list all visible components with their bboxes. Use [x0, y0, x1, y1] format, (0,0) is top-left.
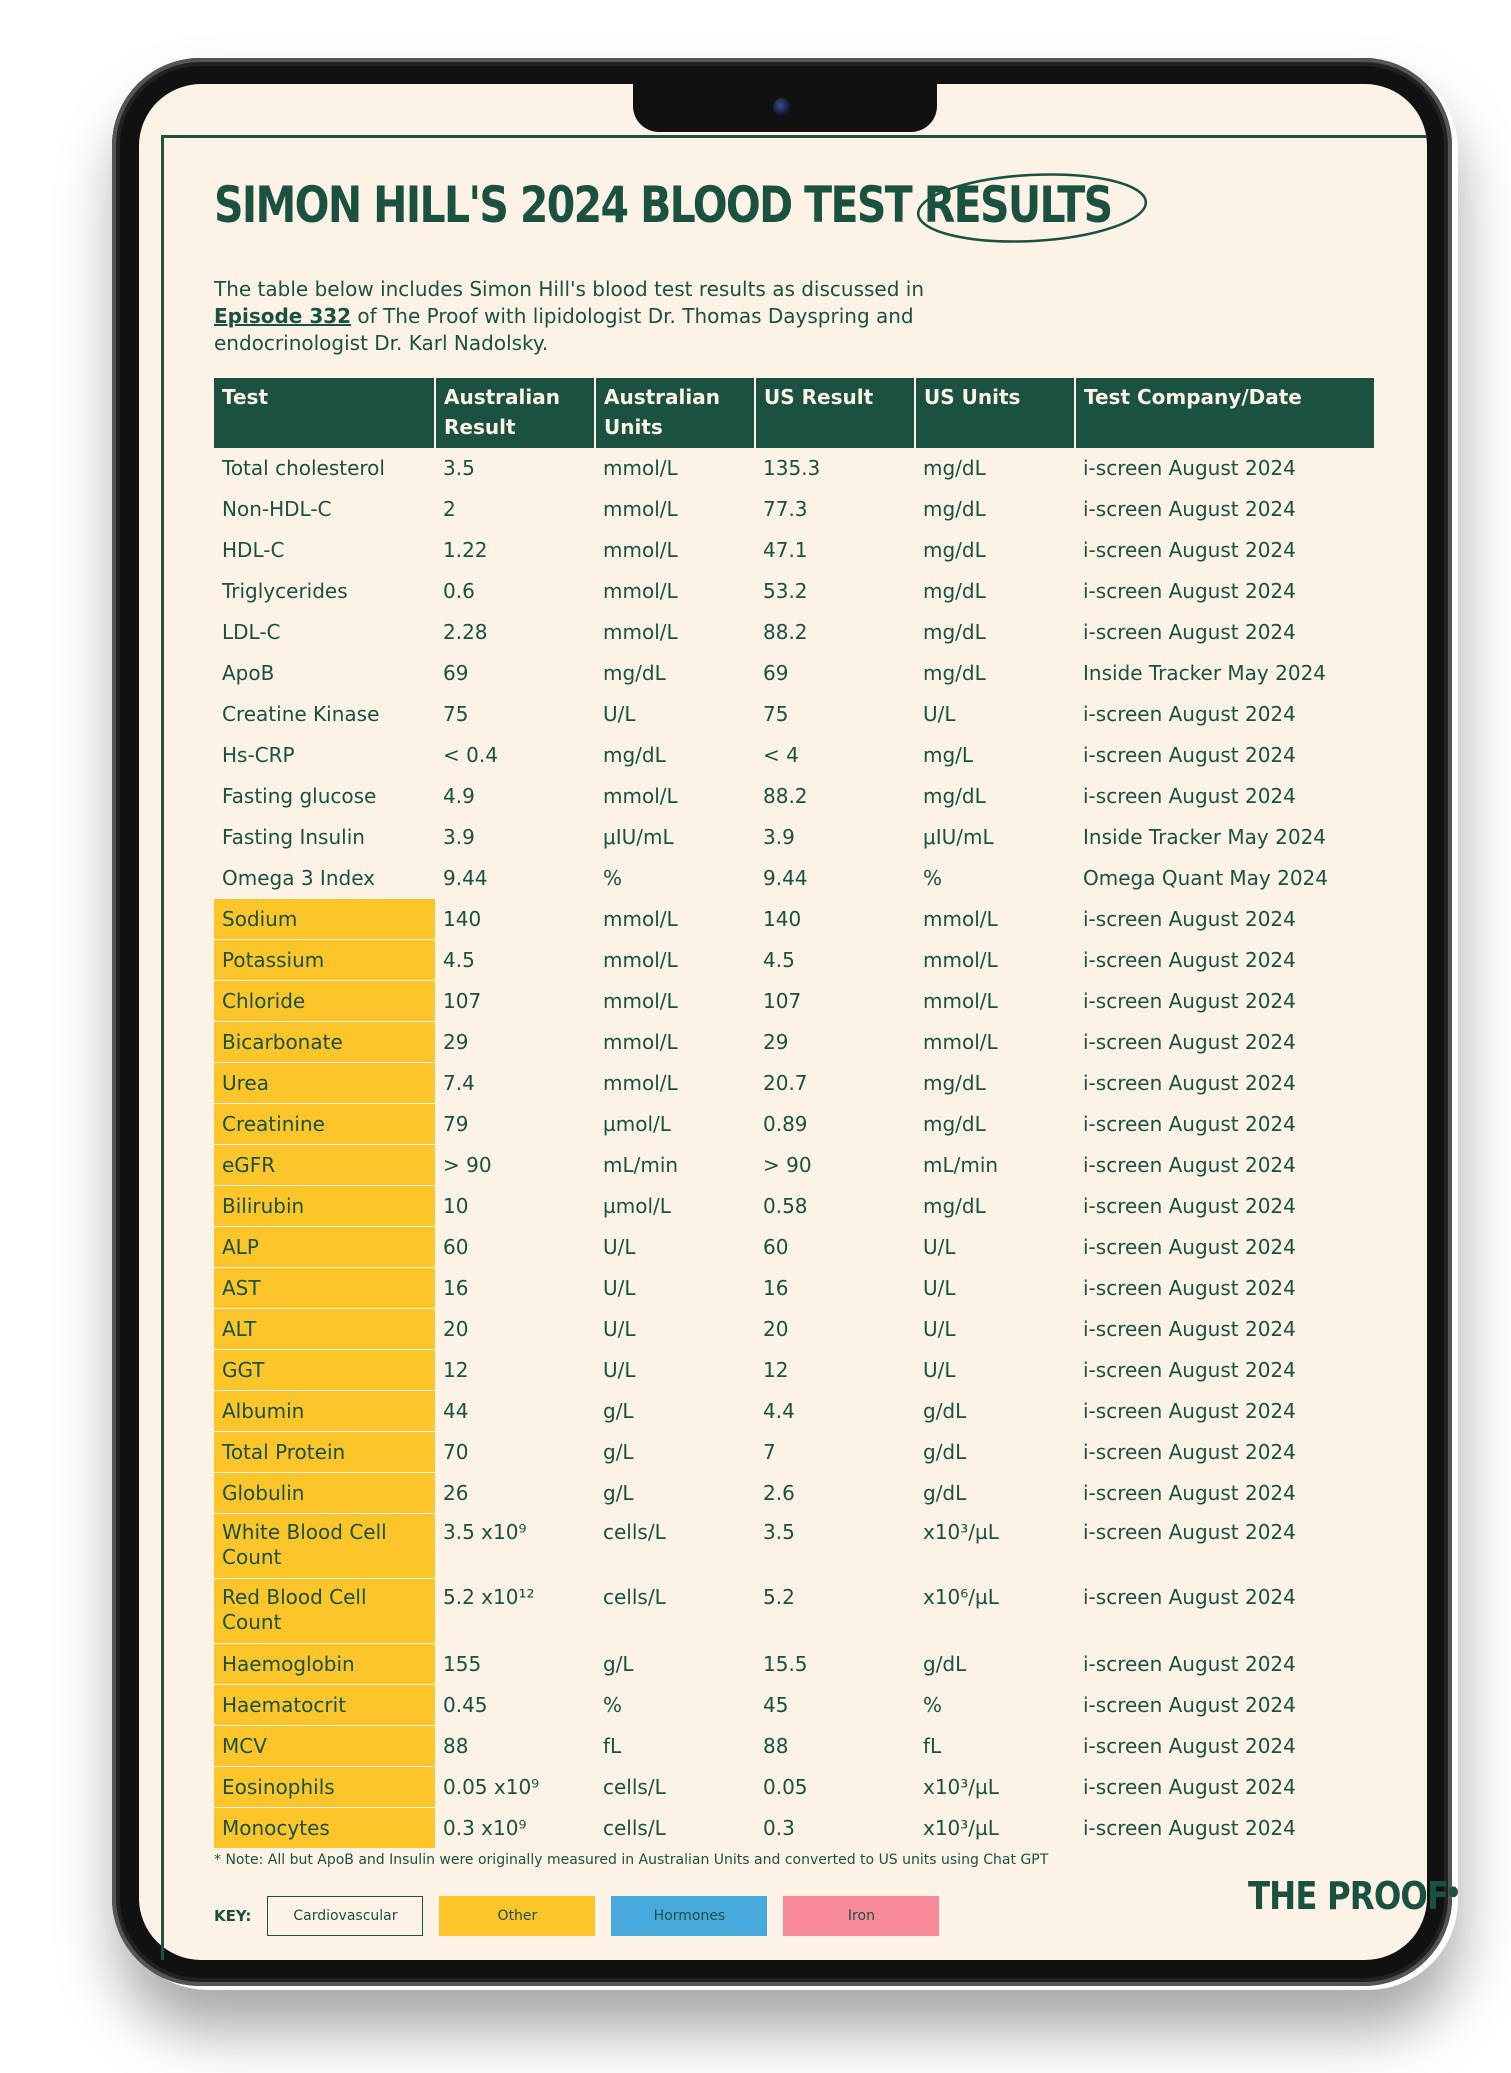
australian-units-cell: % — [595, 858, 755, 899]
test-company-cell: Inside Tracker May 2024 — [1075, 817, 1374, 858]
episode-link[interactable]: Episode 332 — [214, 304, 352, 328]
us-result-cell: 3.9 — [755, 817, 915, 858]
test-name-cell: Fasting Insulin — [214, 817, 435, 858]
table-row — [214, 1268, 1374, 1309]
test-name-cell: Globulin — [214, 1473, 435, 1514]
australian-result-cell: 3.5 x10⁹ — [435, 1514, 595, 1579]
australian-units-cell: fL — [595, 1726, 755, 1767]
australian-result-cell: 7.4 — [435, 1063, 595, 1104]
test-name-cell: Creatinine — [214, 1104, 435, 1145]
test-company-cell: i-screen August 2024 — [1075, 735, 1374, 776]
us-result-cell: 60 — [755, 1227, 915, 1268]
table-row — [214, 1473, 1374, 1514]
us-result-cell: 88.2 — [755, 612, 915, 653]
test-name-cell: Triglycerides — [214, 571, 435, 612]
test-company-cell: Inside Tracker May 2024 — [1075, 653, 1374, 694]
table-row — [214, 489, 1374, 530]
us-units-cell: mg/dL — [915, 448, 1075, 489]
test-name-cell: Chloride — [214, 981, 435, 1022]
key-cardiovascular: Cardiovascular — [267, 1896, 423, 1936]
footnote: * Note: All but ApoB and Insulin were originally measured in Australian Units and converted to US units using Chat GPT — [214, 1852, 1049, 1868]
us-units-cell: fL — [915, 1726, 1075, 1767]
australian-units-cell: U/L — [595, 1227, 755, 1268]
test-name-cell: Bilirubin — [214, 1186, 435, 1227]
table-row — [214, 1022, 1374, 1063]
us-units-cell: mmol/L — [915, 981, 1075, 1022]
us-result-cell: 135.3 — [755, 448, 915, 489]
test-name-cell: Sodium — [214, 899, 435, 940]
us-units-cell: mg/dL — [915, 1063, 1075, 1104]
australian-units-cell: mmol/L — [595, 1063, 755, 1104]
side-rule — [161, 135, 164, 1960]
australian-result-cell: 1.22 — [435, 530, 595, 571]
test-company-cell: i-screen August 2024 — [1075, 1432, 1374, 1473]
us-units-cell: mg/dL — [915, 612, 1075, 653]
table-row — [214, 571, 1374, 612]
table-row — [214, 1309, 1374, 1350]
australian-units-cell: g/L — [595, 1644, 755, 1685]
test-company-cell: i-screen August 2024 — [1075, 1644, 1374, 1685]
top-rule — [161, 135, 1427, 138]
test-name-cell: Eosinophils — [214, 1767, 435, 1808]
us-units-cell: % — [915, 1685, 1075, 1726]
australian-units-cell: U/L — [595, 1309, 755, 1350]
table-row — [214, 1227, 1374, 1268]
test-company-cell: i-screen August 2024 — [1075, 448, 1374, 489]
table-row — [214, 1391, 1374, 1432]
table-row — [214, 653, 1374, 694]
us-result-cell: 107 — [755, 981, 915, 1022]
australian-units-cell: mg/dL — [595, 735, 755, 776]
table-row — [214, 1579, 1374, 1644]
us-units-cell: g/dL — [915, 1391, 1075, 1432]
test-name-cell: HDL-C — [214, 530, 435, 571]
test-name-cell: Haematocrit — [214, 1685, 435, 1726]
brand-dot-icon: ● — [1448, 1883, 1458, 1900]
table-row — [214, 1767, 1374, 1808]
intro-text-after: of The Proof with lipidologist Dr. Thomas Dayspring and endocrinologist Dr. Karl Nadolsky. — [214, 304, 914, 355]
camera-icon — [773, 98, 791, 116]
australian-result-cell: 26 — [435, 1473, 595, 1514]
us-units-cell: mg/dL — [915, 1186, 1075, 1227]
brand-text: THE PROOF — [1248, 1874, 1449, 1918]
table-row — [214, 940, 1374, 981]
australian-units-cell: mmol/L — [595, 899, 755, 940]
table-row — [214, 1644, 1374, 1685]
test-company-cell: i-screen August 2024 — [1075, 1514, 1374, 1579]
australian-units-cell: U/L — [595, 694, 755, 735]
us-result-cell: 29 — [755, 1022, 915, 1063]
table-row — [214, 1685, 1374, 1726]
us-units-cell: U/L — [915, 1268, 1075, 1309]
key-label: KEY: — [214, 1907, 252, 1925]
us-result-cell: 75 — [755, 694, 915, 735]
test-name-cell: Red Blood Cell Count — [214, 1579, 435, 1644]
table-row — [214, 735, 1374, 776]
test-name-cell: ALT — [214, 1309, 435, 1350]
test-name-cell: Hs-CRP — [214, 735, 435, 776]
test-company-cell: i-screen August 2024 — [1075, 981, 1374, 1022]
australian-result-cell: 155 — [435, 1644, 595, 1685]
results-circle-decoration — [914, 170, 1150, 246]
test-company-cell: i-screen August 2024 — [1075, 1186, 1374, 1227]
australian-units-cell: mmol/L — [595, 981, 755, 1022]
australian-result-cell: 3.9 — [435, 817, 595, 858]
australian-units-cell: µmol/L — [595, 1186, 755, 1227]
us-result-cell: 0.58 — [755, 1186, 915, 1227]
test-name-cell: LDL-C — [214, 612, 435, 653]
australian-result-cell: < 0.4 — [435, 735, 595, 776]
tablet-screen — [139, 84, 1458, 1960]
test-company-cell: i-screen August 2024 — [1075, 489, 1374, 530]
test-company-cell: i-screen August 2024 — [1075, 1579, 1374, 1644]
australian-result-cell: 0.05 x10⁹ — [435, 1767, 595, 1808]
australian-result-cell: 79 — [435, 1104, 595, 1145]
australian-result-cell: 2 — [435, 489, 595, 530]
australian-units-cell: mmol/L — [595, 776, 755, 817]
column-header: US Units — [915, 378, 1075, 448]
australian-units-cell: g/L — [595, 1432, 755, 1473]
table-header-row — [214, 378, 1374, 448]
table-row — [214, 448, 1374, 489]
us-result-cell: 0.05 — [755, 1767, 915, 1808]
australian-result-cell: 12 — [435, 1350, 595, 1391]
australian-result-cell: 0.45 — [435, 1685, 595, 1726]
australian-units-cell: μIU/mL — [595, 817, 755, 858]
test-company-cell: i-screen August 2024 — [1075, 1227, 1374, 1268]
us-result-cell: 140 — [755, 899, 915, 940]
test-name-cell: Total cholesterol — [214, 448, 435, 489]
us-units-cell: mg/dL — [915, 776, 1075, 817]
test-company-cell: i-screen August 2024 — [1075, 1473, 1374, 1514]
test-company-cell: i-screen August 2024 — [1075, 694, 1374, 735]
test-name-cell: GGT — [214, 1350, 435, 1391]
australian-result-cell: 4.9 — [435, 776, 595, 817]
test-name-cell: MCV — [214, 1726, 435, 1767]
table-row — [214, 1726, 1374, 1767]
test-company-cell: i-screen August 2024 — [1075, 899, 1374, 940]
test-company-cell: i-screen August 2024 — [1075, 1808, 1374, 1849]
color-key — [214, 1896, 939, 1936]
test-company-cell: i-screen August 2024 — [1075, 1104, 1374, 1145]
column-header: Test Company/Date — [1075, 378, 1374, 448]
test-name-cell: ALP — [214, 1227, 435, 1268]
australian-result-cell: 29 — [435, 1022, 595, 1063]
test-name-cell: Non-HDL-C — [214, 489, 435, 530]
australian-result-cell: 69 — [435, 653, 595, 694]
page-title: SIMON HILL'S 2024 BLOOD TEST RESULTS — [214, 176, 1112, 234]
table-body — [214, 448, 1374, 1849]
test-company-cell: i-screen August 2024 — [1075, 1268, 1374, 1309]
test-company-cell: i-screen August 2024 — [1075, 1309, 1374, 1350]
us-result-cell: 77.3 — [755, 489, 915, 530]
blood-test-table — [214, 378, 1374, 1849]
test-name-cell: Urea — [214, 1063, 435, 1104]
test-company-cell: Omega Quant May 2024 — [1075, 858, 1374, 899]
test-company-cell: i-screen August 2024 — [1075, 1063, 1374, 1104]
column-header: US Result — [755, 378, 915, 448]
australian-units-cell: mL/min — [595, 1145, 755, 1186]
australian-units-cell: mmol/L — [595, 448, 755, 489]
test-company-cell: i-screen August 2024 — [1075, 1145, 1374, 1186]
australian-units-cell: cells/L — [595, 1808, 755, 1849]
us-result-cell: 53.2 — [755, 571, 915, 612]
australian-units-cell: cells/L — [595, 1579, 755, 1644]
us-result-cell: 20.7 — [755, 1063, 915, 1104]
test-company-cell: i-screen August 2024 — [1075, 612, 1374, 653]
table-row — [214, 1104, 1374, 1145]
australian-result-cell: 3.5 — [435, 448, 595, 489]
brand-logo — [1248, 1874, 1458, 1918]
australian-units-cell: mmol/L — [595, 530, 755, 571]
australian-result-cell: 20 — [435, 1309, 595, 1350]
table-row — [214, 899, 1374, 940]
column-header: Australian Units — [595, 378, 755, 448]
test-name-cell: Omega 3 Index — [214, 858, 435, 899]
column-header: Test — [214, 378, 435, 448]
us-units-cell: U/L — [915, 1227, 1075, 1268]
us-units-cell: mg/L — [915, 735, 1075, 776]
us-units-cell: mL/min — [915, 1145, 1075, 1186]
us-result-cell: 4.4 — [755, 1391, 915, 1432]
test-company-cell: i-screen August 2024 — [1075, 1767, 1374, 1808]
table-row — [214, 981, 1374, 1022]
test-name-cell: Total Protein — [214, 1432, 435, 1473]
test-name-cell: Fasting glucose — [214, 776, 435, 817]
australian-units-cell: µmol/L — [595, 1104, 755, 1145]
us-result-cell: 45 — [755, 1685, 915, 1726]
test-company-cell: i-screen August 2024 — [1075, 530, 1374, 571]
table-row — [214, 612, 1374, 653]
us-result-cell: 15.5 — [755, 1644, 915, 1685]
australian-result-cell: 0.6 — [435, 571, 595, 612]
test-company-cell: i-screen August 2024 — [1075, 1685, 1374, 1726]
us-units-cell: mg/dL — [915, 1104, 1075, 1145]
australian-result-cell: > 90 — [435, 1145, 595, 1186]
us-units-cell: x10³/µL — [915, 1767, 1075, 1808]
australian-result-cell: 60 — [435, 1227, 595, 1268]
test-company-cell: i-screen August 2024 — [1075, 1022, 1374, 1063]
australian-units-cell: mmol/L — [595, 1022, 755, 1063]
us-units-cell: mmol/L — [915, 899, 1075, 940]
test-name-cell: White Blood Cell Count — [214, 1514, 435, 1579]
us-result-cell: 16 — [755, 1268, 915, 1309]
australian-result-cell: 0.3 x10⁹ — [435, 1808, 595, 1849]
table-row — [214, 1186, 1374, 1227]
us-result-cell: 5.2 — [755, 1579, 915, 1644]
us-result-cell: 7 — [755, 1432, 915, 1473]
us-units-cell: U/L — [915, 1309, 1075, 1350]
table-row — [214, 694, 1374, 735]
us-result-cell: 88.2 — [755, 776, 915, 817]
australian-units-cell: U/L — [595, 1350, 755, 1391]
us-units-cell: g/dL — [915, 1432, 1075, 1473]
us-units-cell: U/L — [915, 1350, 1075, 1391]
test-name-cell: Haemoglobin — [214, 1644, 435, 1685]
australian-units-cell: mmol/L — [595, 612, 755, 653]
test-name-cell: Creatine Kinase — [214, 694, 435, 735]
test-name-cell: eGFR — [214, 1145, 435, 1186]
us-result-cell: 12 — [755, 1350, 915, 1391]
table-row — [214, 1808, 1374, 1849]
australian-units-cell: cells/L — [595, 1514, 755, 1579]
table-row — [214, 1514, 1374, 1579]
test-company-cell: i-screen August 2024 — [1075, 776, 1374, 817]
test-company-cell: i-screen August 2024 — [1075, 1350, 1374, 1391]
australian-units-cell: mmol/L — [595, 489, 755, 530]
australian-result-cell: 9.44 — [435, 858, 595, 899]
australian-result-cell: 2.28 — [435, 612, 595, 653]
australian-units-cell: cells/L — [595, 1767, 755, 1808]
table-row — [214, 776, 1374, 817]
australian-result-cell: 4.5 — [435, 940, 595, 981]
us-units-cell: U/L — [915, 694, 1075, 735]
us-result-cell: 3.5 — [755, 1514, 915, 1579]
column-header: Australian Result — [435, 378, 595, 448]
test-company-cell: i-screen August 2024 — [1075, 940, 1374, 981]
australian-result-cell: 10 — [435, 1186, 595, 1227]
us-units-cell: μIU/mL — [915, 817, 1075, 858]
us-result-cell: 9.44 — [755, 858, 915, 899]
table-row — [214, 1145, 1374, 1186]
test-name-cell: AST — [214, 1268, 435, 1309]
us-units-cell: x10³/µL — [915, 1808, 1075, 1849]
australian-result-cell: 140 — [435, 899, 595, 940]
us-units-cell: mmol/L — [915, 940, 1075, 981]
australian-result-cell: 75 — [435, 694, 595, 735]
australian-units-cell: mg/dL — [595, 653, 755, 694]
key-hormones: Hormones — [611, 1896, 767, 1936]
us-units-cell: g/dL — [915, 1473, 1075, 1514]
us-result-cell: 4.5 — [755, 940, 915, 981]
key-iron: Iron — [783, 1896, 939, 1936]
intro-paragraph — [214, 276, 974, 357]
table-row — [214, 530, 1374, 571]
australian-units-cell: mmol/L — [595, 940, 755, 981]
australian-units-cell: g/L — [595, 1473, 755, 1514]
us-result-cell: 0.3 — [755, 1808, 915, 1849]
test-company-cell: i-screen August 2024 — [1075, 1726, 1374, 1767]
us-result-cell: 88 — [755, 1726, 915, 1767]
us-units-cell: x10⁶/µL — [915, 1579, 1075, 1644]
table-row — [214, 1063, 1374, 1104]
australian-units-cell: U/L — [595, 1268, 755, 1309]
us-result-cell: < 4 — [755, 735, 915, 776]
us-units-cell: mg/dL — [915, 571, 1075, 612]
australian-result-cell: 107 — [435, 981, 595, 1022]
camera-notch — [633, 84, 937, 132]
us-units-cell: mg/dL — [915, 530, 1075, 571]
australian-result-cell: 70 — [435, 1432, 595, 1473]
us-units-cell: mmol/L — [915, 1022, 1075, 1063]
us-units-cell: x10³/µL — [915, 1514, 1075, 1579]
us-units-cell: g/dL — [915, 1644, 1075, 1685]
australian-units-cell: g/L — [595, 1391, 755, 1432]
us-units-cell: mg/dL — [915, 489, 1075, 530]
test-name-cell: Albumin — [214, 1391, 435, 1432]
us-units-cell: mg/dL — [915, 653, 1075, 694]
test-company-cell: i-screen August 2024 — [1075, 571, 1374, 612]
test-name-cell: Bicarbonate — [214, 1022, 435, 1063]
australian-result-cell: 5.2 x10¹² — [435, 1579, 595, 1644]
us-result-cell: 69 — [755, 653, 915, 694]
table-row — [214, 858, 1374, 899]
test-company-cell: i-screen August 2024 — [1075, 1391, 1374, 1432]
us-result-cell: 47.1 — [755, 530, 915, 571]
australian-result-cell: 44 — [435, 1391, 595, 1432]
intro-text-before: The table below includes Simon Hill's blood test results as discussed in — [214, 277, 925, 301]
us-result-cell: > 90 — [755, 1145, 915, 1186]
table-row — [214, 1350, 1374, 1391]
table-row — [214, 817, 1374, 858]
test-name-cell: Monocytes — [214, 1808, 435, 1849]
australian-result-cell: 88 — [435, 1726, 595, 1767]
table-row — [214, 1432, 1374, 1473]
us-result-cell: 0.89 — [755, 1104, 915, 1145]
us-units-cell: % — [915, 858, 1075, 899]
test-name-cell: Potassium — [214, 940, 435, 981]
test-name-cell: ApoB — [214, 653, 435, 694]
australian-result-cell: 16 — [435, 1268, 595, 1309]
us-result-cell: 2.6 — [755, 1473, 915, 1514]
key-other: Other — [439, 1896, 595, 1936]
australian-units-cell: % — [595, 1685, 755, 1726]
us-result-cell: 20 — [755, 1309, 915, 1350]
australian-units-cell: mmol/L — [595, 571, 755, 612]
